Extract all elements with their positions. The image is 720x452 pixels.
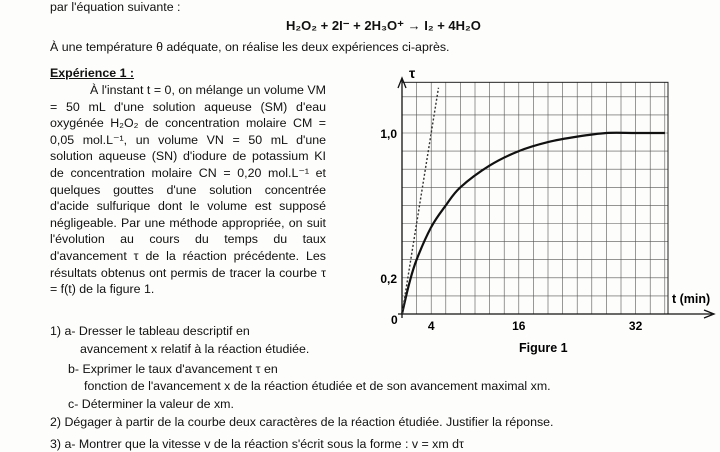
- reaction-equation: H₂O₂ + 2I⁻ + 2H₃O⁺ → I₂ + 4H₂O: [286, 18, 481, 33]
- question-1c: c- Déterminer la valeur de xm.: [68, 397, 234, 411]
- figure-caption: Figure 1: [519, 341, 568, 355]
- origin-label: 0: [391, 313, 398, 327]
- question-1b-line2: fonction de l'avancement x de la réaction étudiée et de son avancement maximal xm.: [84, 379, 551, 393]
- question-1a-line2: avancement x relatif à la réaction étudiée.: [80, 342, 310, 356]
- y-tick-label: 1,0: [380, 127, 397, 141]
- intro-line: par l'équation suivante :: [50, 0, 181, 14]
- question-3a: 3) a- Montrer que la vitesse v de la réaction s'écrit sous la forme : v = xm dτ: [50, 437, 464, 451]
- y-axis-label: τ: [409, 65, 416, 81]
- chart-ticks: [380, 127, 642, 333]
- intro-text: À une température θ adéquate, on réalise les deux expériences ci-après.: [50, 40, 450, 54]
- chart-axes: [398, 78, 714, 318]
- x-axis-label: t (min): [672, 292, 711, 306]
- grid-border: [402, 82, 668, 314]
- question-1b-line1: b- Exprimer le taux d'avancement τ en: [68, 362, 278, 376]
- question-2: 2) Dégager à partir de la courbe deux caractères de la réaction étudiée. Justifier la réponse.: [50, 415, 554, 429]
- x-tick-label: 32: [628, 319, 643, 333]
- x-tick-label: 16: [512, 319, 526, 333]
- x-tick-label: 4: [427, 319, 435, 333]
- chart-grid: [402, 82, 668, 314]
- experience-heading: Expérience 1 :: [50, 66, 135, 80]
- tangent-line: [402, 88, 439, 314]
- question-1a-line1: 1) a- Dresser le tableau descriptif en: [50, 324, 250, 338]
- experience-text: À l'instant t = 0, on mélange un volume VM = 50 mL d'une solution aqueuse (SM) d'eau oxygénée H₂O₂ de concentration molaire CM = 0,05 mol.L⁻¹, un volume VN = 50 mL d'une solution aqueuse (SN) d'iodure de potassium KI de concentration molaire CN = 0,20 mol.L⁻¹ et quelques gouttes d'une solution concentrée d'acide sulfurique dont le volume est supposé négligeable. Par une méthode appropriée, on suit l'évolution au cours du temps du taux d'avancement τ de la réaction précédente. Les résultats obtenus ont permis de tracer la courbe τ = f(t) de la figure 1.: [50, 83, 326, 297]
- y-tick-label: 0,2: [380, 271, 397, 286]
